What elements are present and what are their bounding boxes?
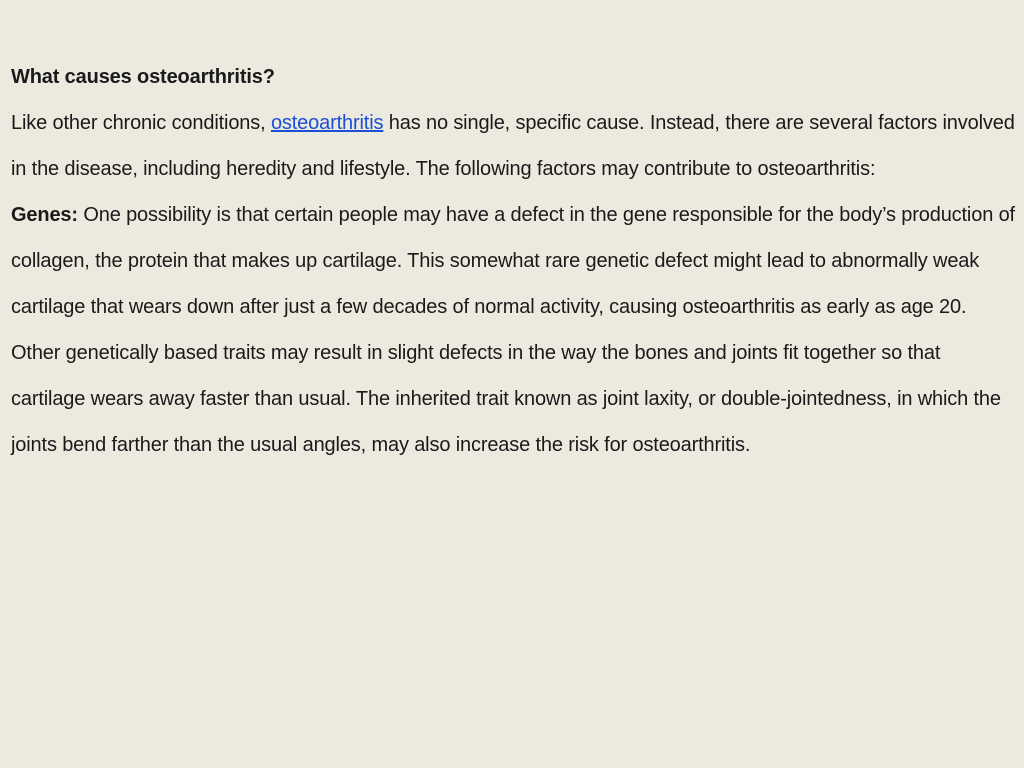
section-heading: What causes osteoarthritis? — [11, 66, 275, 88]
genetic-traits-paragraph: Other genetically based traits may result in slight defects in the way the bones and joints fit together so that cartilage wears away faster than usual. The inherited trait known as joint laxity, or double-jointedness, in which the joints bend farther than the usual angles, may also increase the risk for osteoarthritis. — [11, 342, 1001, 456]
intro-text-before-link: Like other chronic conditions, — [11, 112, 271, 134]
slide-content — [11, 54, 1017, 468]
genes-paragraph — [11, 192, 1017, 330]
genes-text: One possibility is that certain people may have a defect in the gene responsible for the body’s production of collagen, the protein that makes up cartilage. This somewhat rare genetic defect might lead to abnormally weak cartilage that wears down after just a few decades of normal activity, causing osteoarthritis as early as age 20. — [11, 204, 1015, 318]
genes-label: Genes: — [11, 204, 78, 226]
intro-paragraph — [11, 100, 1017, 192]
intro-text-after-link: has no single, specific cause. Instead, there are several factors involved in the disease, including heredity and lifestyle. The following factors may contribute to osteoarthritis: — [11, 112, 1015, 180]
osteoarthritis-link[interactable]: osteoarthritis — [270, 112, 384, 134]
